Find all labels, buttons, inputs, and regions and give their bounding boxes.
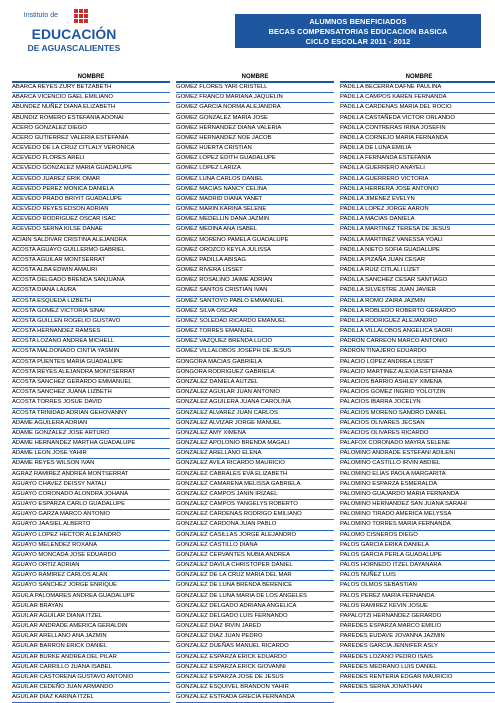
table-row: GOMEZ MARIN KARINA SELENE — [176, 205, 334, 215]
table-row: AGUAYO CORONADO ALONDRA JOHANA — [12, 490, 170, 500]
table-row: ABUNDIZ ROMERO ESTEFANIA ADONAI — [12, 114, 170, 124]
table-row: GOMEZ LUNA CARLOS DANIEL — [176, 175, 334, 185]
table-row: ABUNDEZ NUÑEZ DIANA ELIZABETH — [12, 103, 170, 113]
table-row: ACOSTA TRINIDAD ADRIAN GEHOVANNY — [12, 409, 170, 419]
table-row: GONZALEZ DE LA CRUZ MARIA DEL MAR — [176, 571, 334, 581]
table-row: ACOSTA AGUAYO GUILLERMO GABRIEL — [12, 246, 170, 256]
table-row: ACEVEDO RODRIGUEZ OSCAR ISAC — [12, 215, 170, 225]
table-row: ACEVEDO REYES EDSON ADRIAN — [12, 205, 170, 215]
table-row: PAREDES EUDAVE JOVANNA JAZMIN — [340, 632, 495, 642]
table-row: PADRON CARREON MARCO ANTONIO — [340, 337, 495, 347]
table-row: PALOMO CISNEROS DIEGO — [340, 531, 495, 541]
table-row: ACIAIN SALDIVAR CRISTINA ALEJANDRA — [12, 236, 170, 246]
table-row: ADAME REYES WILSON IVAN — [12, 459, 170, 469]
table-row: AGUILAR BARRON ERICK DANIEL — [12, 642, 170, 652]
table-row: AGUILAR ANDRADE AMERICA GERALDIN — [12, 622, 170, 632]
table-row: GONZALEZ DUEÑAS MANUEL RICARDO — [176, 642, 334, 652]
table-row: AGUAYO LOPEZ HECTOR ALEJANDRO — [12, 531, 170, 541]
table-row: GONZALEZ DANIELA AUTZEL — [176, 378, 334, 388]
logo-line1: Instituto de — [23, 12, 58, 19]
table-row: PADILLA RUIZ CITLALI LIZET — [340, 266, 495, 276]
table-row: PADILLA MARTINEZ VANESSA YOALI — [340, 236, 495, 246]
table-row: PADILLA CORNEJO MARIA FERNANDA — [340, 134, 495, 144]
table-row: PALOMINO TIRADO AMERICA MELYSSA — [340, 510, 495, 520]
table-row: PALACIO LOPEZ ANDREA LISSET — [340, 358, 495, 368]
table-row: ACOSTA PUENTES MARIA GUADALUPE — [12, 358, 170, 368]
table-row: AGUILAR BRAYAN — [12, 602, 170, 612]
table-row: PADILLA GUERRERO VICTORIA — [340, 175, 495, 185]
column-header: NOMBRE — [340, 73, 495, 83]
table-row: PAREDES LOZANO PEDRO ISAIS — [340, 653, 495, 663]
table-row: GONZALEZ ESPARZA ERICK GIOVANNI — [176, 663, 334, 673]
table-row: PALOS PEREZ MARIA FERNANDA — [340, 592, 495, 602]
table-row: ACEVEDO GONZALEZ MARIA GUADALUPE — [12, 164, 170, 174]
table-row: GOMEZ VAZQUEZ BRENDA LUCIO — [176, 337, 334, 347]
table-row: GONZALEZ ALVIZAR JORGE MANUEL — [176, 419, 334, 429]
table-row: AGUILAR DIAZ KARINA ITZEL — [12, 693, 170, 703]
table-row: GONZALEZ APOLONIO BRENDA MAGALI — [176, 439, 334, 449]
table-row: PADILLA RODRIGUEZ ALEJANDRO — [340, 317, 495, 327]
institute-logo — [18, 6, 130, 58]
table-row: PALOMINO GUAJARDO MARIA FERNANDA — [340, 490, 495, 500]
table-row: PADRON TINAJERO EDUARDO — [340, 347, 495, 357]
table-row: PALOS RAMIREZ KEVIN JOSUE — [340, 602, 495, 612]
table-row: PALACIOS OLIVARES JECSAN — [340, 419, 495, 429]
table-row: GOMEZ ROSALINO JAIME ADRIAN — [176, 276, 334, 286]
table-row: ACOSTA TORRES JOSUE DAVID — [12, 398, 170, 408]
names-column — [176, 73, 334, 703]
table-row: ACEVEDO PRADO BRIYIT GUADALUPE — [12, 195, 170, 205]
table-row: GOMEZ VILLALOBOS JOSEPH DE JESUS — [176, 347, 334, 357]
table-row: AGUILAR CASTORENA GUSTAVO ANTONIO — [12, 673, 170, 683]
table-row: GOMEZ MEDELLIN DANA JAZMIN — [176, 215, 334, 225]
table-row: ACOSTA HERNANDEZ RAMSES — [12, 327, 170, 337]
table-row: AGUAYO ORTIZ ADRIAN — [12, 561, 170, 571]
table-row: PADILLA DE LUNA EMILIA — [340, 144, 495, 154]
table-row: ACEVEDO FLORES ARELI — [12, 154, 170, 164]
table-row: GONZALEZ AGUILAR JUAN ANTONIO — [176, 388, 334, 398]
table-row: GONZALEZ DE LUNA BRENDA BERENICE — [176, 581, 334, 591]
table-row: PALACIOS OLIVARES RICARDO — [340, 429, 495, 439]
table-row: PADILLA CONTRERAS IRINA JOSEFIN — [340, 124, 495, 134]
logo-line3: DE AGUASCALIENTES — [27, 43, 121, 53]
table-row: PADILLA MACIAS DANIELA — [340, 215, 495, 225]
table-row: PADILLA SANCHEZ CESAR SANTIAGO — [340, 276, 495, 286]
table-row: ACERO GONZALEZ DIEGO — [12, 124, 170, 134]
table-row: PALOMINO TORRES MARIA FERNANDA — [340, 520, 495, 530]
table-row: GOMEZ FLORES YARI CRISTELL — [176, 83, 334, 93]
table-row: AGUILAR AGUILAR DIANA ITZEL — [12, 612, 170, 622]
table-row: PADILLA BECERRA DAFNE PAULINA — [340, 83, 495, 93]
table-row: ACEVEDO SERNA KILSE DANAE — [12, 225, 170, 235]
table-row: GOMEZ TORRES EMANUEL — [176, 327, 334, 337]
table-row: GONZALEZ CARDENAS RODRIGO EMILIANO — [176, 510, 334, 520]
table-row: AGUILAR ARELLANO ANA JAZMIN — [12, 632, 170, 642]
table-row: GONZALEZ DE LUNA MARIA DE LOS ANGELES — [176, 592, 334, 602]
table-row: ACOSTA SANCHEZ GERARDO EMMANUEL — [12, 378, 170, 388]
table-row: AGUAYO RAMIREZ CARLOS ALAN — [12, 571, 170, 581]
table-row: GOMEZ OROZCO KEYLA JULISSA — [176, 246, 334, 256]
table-row: GOMEZ PADILLA ABISAG — [176, 256, 334, 266]
table-row: GOMEZ MADRID DIANA YANET — [176, 195, 334, 205]
table-row: PALOMINO ANDRADE ESTEFANI ADILENI — [340, 449, 495, 459]
table-row: GONZALEZ ARELLANO ELENA — [176, 449, 334, 459]
table-row: GONZALEZ DELGADO ADRIANA ANGELICA — [176, 602, 334, 612]
table-row: GOMEZ LOPEZ LARIZA — [176, 164, 334, 174]
table-row: ACEVEDO PEREZ MONICA DANIELA — [12, 185, 170, 195]
table-row: GONZALEZ ESTRADA GRECIA FERNANDA — [176, 693, 334, 703]
table-row: GONGORA MACIAS GABRIELA — [176, 358, 334, 368]
table-row: PALOMINO ESPARZA ESMERALDA — [340, 480, 495, 490]
table-row: GOMEZ SANTOS CRISTIAN IVAN — [176, 286, 334, 296]
table-row: GONZALEZ CARDONA JUAN PABLO — [176, 520, 334, 530]
table-row: GONZALEZ ESPARZA JOSE DE JESUS — [176, 673, 334, 683]
table-row: ADAME AGUILERA ADRIAN — [12, 419, 170, 429]
table-row: AGUAYO SANCHEZ JORGE ENRIQUE — [12, 581, 170, 591]
table-row: PADILLA JIMENEZ EVELYN — [340, 195, 495, 205]
table-row: ADAME GONZALEZ JOSE ARTURO — [12, 429, 170, 439]
table-row: GONZALEZ ESQUIVEL BRANDON YAHIR — [176, 683, 334, 693]
table-row: PADILLA MARTINEZ TERESA DE JESUS — [340, 225, 495, 235]
table-row: PALOS GARCIA ERIKA DANIELA — [340, 541, 495, 551]
table-row: ADAME HERNANDEZ MARTHA GUADALUPE — [12, 439, 170, 449]
table-row: AGUAYO JAASIEL ALBERTO — [12, 520, 170, 530]
table-row: PALAFOX CORONADO MAYRA SELENE — [340, 439, 495, 449]
table-row: GOMEZ HERNANDEZ DIANA VALERIA — [176, 124, 334, 134]
table-row: ACERO GUTIERREZ VALERIA ESTEFANIA — [12, 134, 170, 144]
header-title: ALUMNOS BENEFICIADOS — [309, 17, 407, 26]
table-row: GONZALEZ DIAZ JUAN PEDRO — [176, 632, 334, 642]
table-row: GONZALEZ ALVAREZ JUAN CARLOS — [176, 409, 334, 419]
table-row: PALOMINO CASTILLO IRVIN ABDIEL — [340, 459, 495, 469]
table-row: GOMEZ MEDINA ANA ISABEL — [176, 225, 334, 235]
table-row: PALOMINO HERNANDEZ SAN JUANA SARAHI — [340, 500, 495, 510]
table-row: GONZALEZ DELGADO LUIS FERNANDO — [176, 612, 334, 622]
table-row: PALACIOS MORENO SANDRO DANIEL — [340, 409, 495, 419]
table-row: PADILLA HERRERA JOSE ANTONIO — [340, 185, 495, 195]
table-row: PADILLA LOPEZ JORGE AARON — [340, 205, 495, 215]
table-row: GONZALEZ CABRALES EVA ELIZABETH — [176, 470, 334, 480]
table-row: PALOMINO ELIAS PAOLA MARGARITA — [340, 470, 495, 480]
table-row: AGUAYO CHAVEZ DEISSY NATALI — [12, 480, 170, 490]
table-row: GOMEZ GARCIA NORMA ALEJANDRA — [176, 103, 334, 113]
table-row: PALOS GARCIA PERLA GUADALUPE — [340, 551, 495, 561]
table-row: ACOSTA DIANA LAURA — [12, 286, 170, 296]
table-row: PADILLA PIZAÑA JUAN CESAR — [340, 256, 495, 266]
table-row: GONZALEZ DAVILA CHRISTOPER DANIEL — [176, 561, 334, 571]
table-row: GOMEZ LOPEZ EDITH GUADALUPE — [176, 154, 334, 164]
table-row: GONZALEZ CAMPOS YANGELYS ROBERTO — [176, 500, 334, 510]
logo-emblem-icon — [18, 6, 130, 58]
table-row: PADILLA FERNANDA ESTEFANIA — [340, 154, 495, 164]
table-row: ACEVEDO JUAREZ ERIK OMAR — [12, 175, 170, 185]
table-row: AGUAYO MONCADA JOSE EDUARDO — [12, 551, 170, 561]
table-row: AGUILA PALOMARES ANDREA GUADALUPE — [12, 592, 170, 602]
table-row: PAPALOTZI HERNANDEZ GERARDO — [340, 612, 495, 622]
table-row: PADILLA ROMO ZAIRA JAZMIN — [340, 297, 495, 307]
table-row: AGUILAR CEDEÑO JUAN ARMANDO — [12, 683, 170, 693]
document-header — [235, 14, 481, 48]
table-row: PALOS OLMOS SEBASTIAN — [340, 581, 495, 591]
table-row: PAREDES ESPARZA MARCO EMILIO — [340, 622, 495, 632]
table-row: PADILLA ROBLEDO ROBERTO GERARDO — [340, 307, 495, 317]
table-row: ACOSTA ALBA EDWIN AMAURI — [12, 266, 170, 276]
table-row: ACOSTA REYES ALEJANDRA MONTSERRAT — [12, 368, 170, 378]
table-row: PALACIOS BARRIO ASHLEY XIMENA — [340, 378, 495, 388]
table-row: PALACIOS GOMEZ INGRID YOLOTZIN — [340, 388, 495, 398]
table-row: ABARCA VICENCIO GAEL EMILIANO — [12, 93, 170, 103]
table-row: GOMEZ MACIAS NANCY CELINA — [176, 185, 334, 195]
table-row: PAREDES SERNA JONATHAN — [340, 683, 495, 693]
table-row: PADILLA CAMPOS KAREN FERNANDA — [340, 93, 495, 103]
table-row: PADILLA VILLALOBOS ANGELICA SAORI — [340, 327, 495, 337]
header-cycle: CICLO ESCOLAR 2011 - 2012 — [305, 37, 411, 46]
table-row: ADAME LEON JOSE YAHIR — [12, 449, 170, 459]
table-row: PADILLA CASTAÑEDA VICTOR ORLANDO — [340, 114, 495, 124]
table-row: ACOSTA MALDONADO CINTIA YASMIN — [12, 347, 170, 357]
table-row: PADILLA SILVESTRE JUAN JAVIER — [340, 286, 495, 296]
table-row: AGUAYO ESPARZA CARLO GUADALUPE — [12, 500, 170, 510]
table-row: ACEVEDO DE LA CRUZ CITLALY VERONICA — [12, 144, 170, 154]
header-subtitle: BECAS COMPENSATORIAS EDUCACION BASICA — [268, 27, 448, 36]
table-row: PAREDES MEDRANO LUIS DANIEL — [340, 663, 495, 673]
table-row: PADILLA GUERRERO ANAYELI — [340, 164, 495, 174]
table-row: GONZALEZ CAMARENA MELISSA GABRIELA — [176, 480, 334, 490]
table-row: GONZALEZ CAMPOS JANIN IRIZAEL — [176, 490, 334, 500]
table-row: GOMEZ SOLEDAD RICARDO EMANUEL — [176, 317, 334, 327]
table-row: GOMEZ MORENO PAMELA GUADALUPE — [176, 236, 334, 246]
table-row: PAREDES GARCIA JENNIFER ASLY — [340, 642, 495, 652]
table-row: ACOSTA ESQUEDA LIZBETH — [12, 297, 170, 307]
table-row: ACOSTA LOZANO ANDREA MICHELL — [12, 337, 170, 347]
table-row: AGUAYO MELENDEZ ROXANA — [12, 541, 170, 551]
table-row: ABARCA REYES ZURY BETZABETH — [12, 83, 170, 93]
logo-line2: EDUCACIÓN — [31, 26, 117, 42]
table-row: GOMEZ FRANCO MARIANA JAQUELIN — [176, 93, 334, 103]
table-row: GOMEZ GONZALEZ MARIA JOSE — [176, 114, 334, 124]
table-row: PAREDES RENTERIA EDGAR MAURICIO — [340, 673, 495, 683]
names-column — [12, 73, 170, 703]
table-row: GOMEZ HUERTA CRISTIAN — [176, 144, 334, 154]
table-row: ACOSTA DELGADO BRENDA SANJUANA — [12, 276, 170, 286]
table-row: ACOSTA AGUILAR MONTSERRAT — [12, 256, 170, 266]
table-row: GONZALEZ ESPARZA ERICK EDUARDO — [176, 653, 334, 663]
table-row: GOMEZ RIVERA LISSET — [176, 266, 334, 276]
table-row: AGRAZ RAMIREZ ANDREA MONTSERRAT — [12, 470, 170, 480]
table-row: GONZALEZ CASILLAS JORGE ALEJANDRO — [176, 531, 334, 541]
table-row: GONZALEZ CASTILLO DIANA — [176, 541, 334, 551]
table-row: PADILLA NIETO SOFIA GUADALUPE — [340, 246, 495, 256]
names-column — [340, 73, 495, 693]
table-row: GONZALEZ CERVANTES NUBIA ANDREA — [176, 551, 334, 561]
table-row: GONZALEZ AMY XIMENA — [176, 429, 334, 439]
table-row: GONZALEZ AGUILERA JUANA CAROLINA — [176, 398, 334, 408]
table-row: AGUILAR BURKE ANDREA DEL PILAR — [12, 653, 170, 663]
table-row: PALOS NUÑEZ LUIS — [340, 571, 495, 581]
column-header: NOMBRE — [12, 73, 170, 83]
table-row: ACOSTA GOMEZ VICTORIA SINAI — [12, 307, 170, 317]
table-row: GONGORA RODRIGUEZ GABRIELA — [176, 368, 334, 378]
table-row: PALACIO MARTINEZ ALEXIA ESTEFANIA — [340, 368, 495, 378]
table-row: PALOS HORNEDO ITZEL DAYANARA — [340, 561, 495, 571]
table-row: PADILLA CARDENAS MARIA DEL ROCIO — [340, 103, 495, 113]
table-row: GONZALEZ AVILA RICARDO MAURICIO — [176, 459, 334, 469]
table-row: GOMEZ SANTOYO PABLO EMMANUEL — [176, 297, 334, 307]
table-row: GONZALEZ DIAZ IRVIN JARED — [176, 622, 334, 632]
table-row: AGUAYO GARZA MARCO ANTONIO — [12, 510, 170, 520]
column-header: NOMBRE — [176, 73, 334, 83]
table-row: ACOSTA GUILLEN ROGELIO GUSTAVO — [12, 317, 170, 327]
table-row: AGUILAR CARRILLO JUANA ISABEL — [12, 663, 170, 673]
table-row: ACOSTA SANCHEZ JUANA LIZBETH — [12, 388, 170, 398]
table-row: GOMEZ HERNANDEZ NOE JACOB — [176, 134, 334, 144]
table-row: PALACIOS IBARRA JOCELYN — [340, 398, 495, 408]
table-row: GOMEZ SILVA OSCAR — [176, 307, 334, 317]
